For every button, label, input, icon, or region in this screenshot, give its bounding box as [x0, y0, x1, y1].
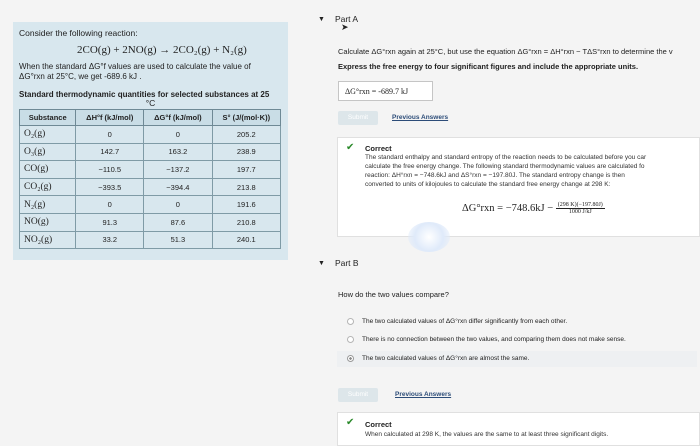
table-row [20, 196, 281, 214]
part-b-explanation: When calculated at 298 K, the values are the same to at least three significant digits. [365, 431, 609, 438]
table-row [20, 161, 281, 179]
cell-substance: CO₂(g) [20, 178, 76, 196]
table-row [20, 126, 281, 144]
glare-blob [408, 222, 450, 252]
cell-entropy: 191.6 [212, 196, 280, 214]
part-a-correct-title: Correct [365, 144, 392, 153]
part-a-explanation-line3: reaction: ΔH°rxn = −748.6kJ and ΔS°rxn = −197.80J. The standard entropy change is then [365, 172, 625, 179]
table-row [20, 143, 281, 161]
collapse-triangle-icon: ▼ [318, 15, 325, 23]
problem-info-line2: ΔG°rxn at 25°C, we get -689.6 kJ . [19, 72, 142, 81]
result-denominator: 1000 J/kJ [568, 209, 592, 215]
cell-gibbs: 0 [144, 126, 212, 144]
cell-gibbs: 163.2 [144, 143, 212, 161]
check-icon: ✔ [346, 142, 355, 153]
cell-enthalpy: −393.5 [76, 178, 144, 196]
part-a-label: Part A [334, 14, 359, 24]
cell-entropy: 210.8 [212, 213, 280, 231]
cell-gibbs: 0 [144, 196, 212, 214]
cell-substance: N₂(g) [20, 196, 76, 214]
option-label: The two calculated values of ΔG°rxn are almost the same. [362, 355, 530, 362]
cell-enthalpy: 0 [76, 126, 144, 144]
cell-substance: NO₂(g) [20, 231, 76, 249]
cell-substance: NO(g) [20, 213, 76, 231]
part-a-explanation-line1: The standard enthalpy and standard entropy of the reaction needs to be calculated before you car [365, 154, 647, 161]
table-header-row [20, 110, 281, 126]
result-numerator: (298 K)(−197.80J) [557, 202, 603, 208]
cell-entropy: 240.1 [212, 231, 280, 249]
part-a-question: Calculate ΔG°rxn again at 25°C, but use the equation ΔG°rxn = ΔH°rxn − TΔS°rxn to determine the v [338, 47, 673, 56]
option-almost-same[interactable] [347, 355, 529, 362]
cell-gibbs: −137.2 [144, 161, 212, 179]
problem-info-line1: When the standard ΔG°f values are used to calculate the value of [19, 62, 251, 71]
cell-entropy: 213.8 [212, 178, 280, 196]
cell-gibbs: 51.3 [144, 231, 212, 249]
cell-entropy: 197.7 [212, 161, 280, 179]
part-b-header[interactable] [318, 258, 359, 268]
result-fraction [556, 202, 605, 215]
part-a-submit-button[interactable]: Submit [338, 111, 378, 125]
part-b-submit-button[interactable]: Submit [338, 388, 378, 402]
check-icon: ✔ [346, 417, 355, 428]
radio-selected-icon[interactable] [347, 355, 354, 362]
cell-enthalpy: 142.7 [76, 143, 144, 161]
reaction-equation: 2CO(g) + 2NO(g) → 2CO₂(g) + N₂(g) [77, 44, 247, 56]
radio-icon[interactable] [347, 318, 354, 325]
result-lhs: ΔG°rxn = −748.6kJ − [462, 202, 554, 214]
cell-entropy: 205.2 [212, 126, 280, 144]
cell-enthalpy: 33.2 [76, 231, 144, 249]
cell-enthalpy: 0 [76, 196, 144, 214]
cell-gibbs: 87.6 [144, 213, 212, 231]
cell-enthalpy: −110.5 [76, 161, 144, 179]
part-b-question: How do the two values compare? [338, 290, 449, 299]
part-b-correct-title: Correct [365, 420, 392, 429]
part-a-result-equation [462, 202, 605, 215]
part-a-instruction: Express the free energy to four significant figures and include the appropriate units. [338, 62, 639, 71]
problem-intro: Consider the following reaction: [19, 28, 138, 38]
part-a-header[interactable] [318, 14, 358, 24]
part-b-label: Part B [334, 258, 359, 268]
cell-gibbs: −394.4 [144, 178, 212, 196]
cell-entropy: 238.9 [212, 143, 280, 161]
option-differ[interactable] [347, 318, 567, 325]
option-label: There is no connection between the two values, and comparing them does not make sense. [362, 336, 626, 343]
table-row [20, 178, 281, 196]
part-a-explanation-line2: calculate the free energy change. The following standard thermodynamic values are calculated fo [365, 163, 645, 170]
part-a-previous-answers-link[interactable]: Previous Answers [392, 114, 449, 121]
part-b-feedback-box [337, 412, 700, 446]
table-row [20, 213, 281, 231]
problem-panel [13, 22, 288, 260]
col-gibbs: ΔG°f (kJ/mol) [144, 110, 212, 126]
cell-enthalpy: 91.3 [76, 213, 144, 231]
radio-icon[interactable] [347, 336, 354, 343]
part-a-explanation-line4: converted to units of kilojoules to calculate the standard free energy change at 298 K: [365, 181, 611, 188]
col-substance: Substance [20, 110, 76, 126]
mouse-cursor-icon: ➤ [341, 22, 349, 32]
part-b-previous-answers-link[interactable]: Previous Answers [395, 391, 452, 398]
cell-substance: O₃(g) [20, 143, 76, 161]
col-entropy: S° (J/(mol·K)) [212, 110, 280, 126]
thermo-table [19, 109, 281, 249]
option-no-connection[interactable] [347, 336, 626, 343]
table-row [20, 231, 281, 249]
col-enthalpy: ΔH°f (kJ/mol) [76, 110, 144, 126]
part-a-answer-input[interactable]: ΔG°rxn = -689.7 kJ [338, 81, 433, 101]
table-unit: °C [145, 98, 156, 108]
table-title: Standard thermodynamic quantities for selected substances at 25 [19, 90, 270, 99]
collapse-triangle-icon: ▼ [318, 259, 325, 267]
option-label: The two calculated values of ΔG°rxn differ significantly from each other. [362, 318, 568, 325]
cell-substance: O₂(g) [20, 126, 76, 144]
cell-substance: CO(g) [20, 161, 76, 179]
